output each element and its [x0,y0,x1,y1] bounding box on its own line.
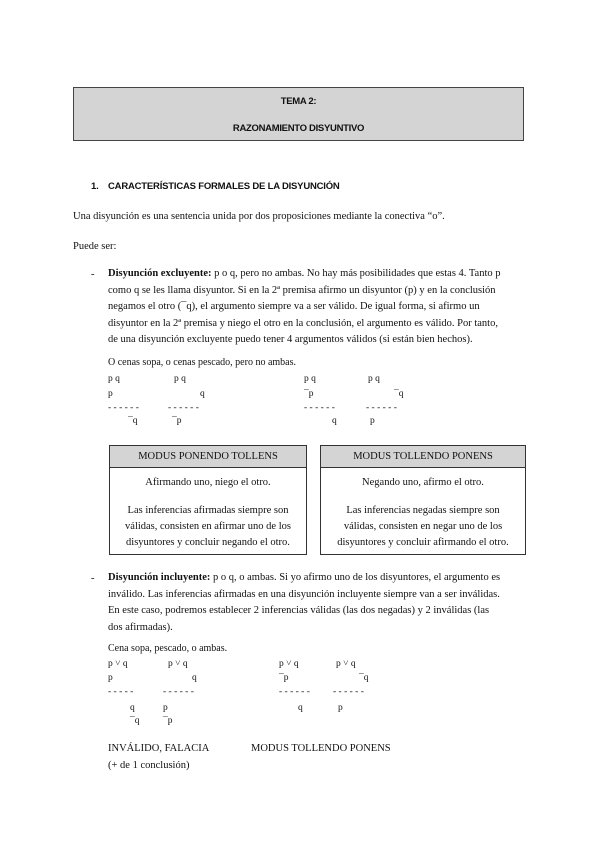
scheme-separator: - - - - - - [333,687,364,697]
scheme-separator: - - - - - - [163,687,194,697]
scheme-premise-2: p [108,389,113,399]
box-header: MODUS PONENDO TOLLENS [110,446,306,468]
modus-tollendo-ponens-box [320,445,526,555]
box-summary: Afirmando uno, niego el otro. [145,477,271,488]
inclusive-line: dos afirmadas). [108,621,173,633]
exclusive-line: de una disyunción excluyente puedo tener 4 argumentos válidos (si están bien hechos). [108,334,473,345]
box-description: Las inferencias negadas siempre son válidas, consisten en negar uno de los disyuntores y concluir afirmando el otro. [337,505,509,548]
title-box [73,87,524,141]
scheme-premise-1: p q [108,374,120,384]
scheme-separator: - - - - - [108,687,134,697]
box-description: Las inferencias afirmadas siempre son válidas, consisten en afirmar uno de los disyuntores y concluir negando el otro. [125,505,291,548]
scheme-premise-1: p ˅ q [108,659,128,669]
scheme-premise-1: p ˅ q [168,659,188,669]
label-invalid: INVÁLIDO, FALACIA [108,743,210,754]
scheme-premise-2: p [108,673,113,683]
scheme-conclusion: p [163,703,168,713]
scheme-conclusion: ¯q [128,416,138,426]
section-heading: CARACTERÍSTICAS FORMALES DE LA DISYUNCIÓN [108,181,340,192]
intro-text: Una disyunción es una sentencia unida por dos proposiciones mediante la conectiva “o”. [73,211,445,222]
exclusive-example: O cenas sopa, o cenas pescado, pero no ambas. [108,357,296,368]
scheme-separator: - - - - - - [304,403,335,413]
inclusive-line: En este caso, podremos establecer 2 inferencias válidas (las dos negadas) y 2 inválidas (las [108,605,490,616]
scheme-premise-2: ¯p [279,673,289,683]
scheme-premise-2: q [200,389,205,399]
exclusive-line: p o q, pero no ambas. No hay más posibilidades que estas 4. Tanto p [211,268,501,279]
scheme-conclusion: ¯p [163,716,173,726]
inclusive-example: Cena sopa, pescado, o ambas. [108,643,228,654]
inclusive-paragraph [108,570,528,636]
label-valid: MODUS TOLLENDO PONENS [251,743,391,754]
scheme-premise-1: p ˅ q [336,659,356,669]
scheme-premise-1: p q [304,374,316,384]
scheme-premise-2: ¯q [359,673,369,683]
scheme-conclusion: p [338,703,343,713]
box-summary: Negando uno, afirmo el otro. [362,477,484,488]
exclusive-line: disyuntor en la 2ª premisa y niego el otro en la conclusión, el argumento es válido. Por tanto, [108,317,498,329]
scheme-premise-2: ¯p [304,389,314,399]
exclusive-term: Disyunción excluyente: [108,268,212,279]
scheme-conclusion: ¯p [172,416,182,426]
scheme-premise-2: q [192,673,197,683]
scheme-premise-1: p ˅ q [279,659,299,669]
box-header: MODUS TOLLENDO PONENS [321,446,525,468]
title-line-1: TEMA 2: [280,96,317,107]
scheme-conclusion: ¯q [130,716,140,726]
title-line-2: RAZONAMIENTO DISYUNTIVO [232,123,365,134]
exclusive-paragraph [108,266,528,349]
scheme-separator: - - - - - - [279,687,310,697]
label-invalid-note: (+ de 1 conclusión) [108,760,190,771]
scheme-separator: - - - - - - [168,403,199,413]
bullet-dash: - [91,269,95,280]
bullet-dash: - [91,573,95,584]
scheme-separator: - - - - - - [108,403,139,413]
scheme-conclusion: q [298,703,303,713]
section-number: 1. [91,181,99,192]
inclusive-line: p o q, o ambas. Si yo afirmo uno de los disyuntores, el argumento es [210,572,501,583]
inclusive-term: Disyunción incluyente: [108,572,211,583]
scheme-premise-1: p q [368,374,380,384]
scheme-premise-2: ¯q [394,389,404,399]
scheme-conclusion: p [370,416,375,426]
scheme-conclusion: q [130,703,135,713]
exclusive-line: como q se les llama disyuntor. Si en la 2ª premisa afirmo un disyuntor (p) y en la conclusión [108,284,496,296]
scheme-conclusion: q [332,416,337,426]
exclusive-line: negamos el otro (¯q), el argumento siempre va a ser válido. De igual forma, si afirmo un [108,301,480,312]
modus-ponendo-tollens-box [109,445,307,555]
puede-ser-text: Puede ser: [73,241,117,252]
scheme-separator: - - - - - - [366,403,397,413]
inclusive-line: inválido. Las inferencias afirmadas en una disyunción incluyente siempre van a ser inválidas. [108,588,500,600]
scheme-premise-1: p q [174,374,186,384]
